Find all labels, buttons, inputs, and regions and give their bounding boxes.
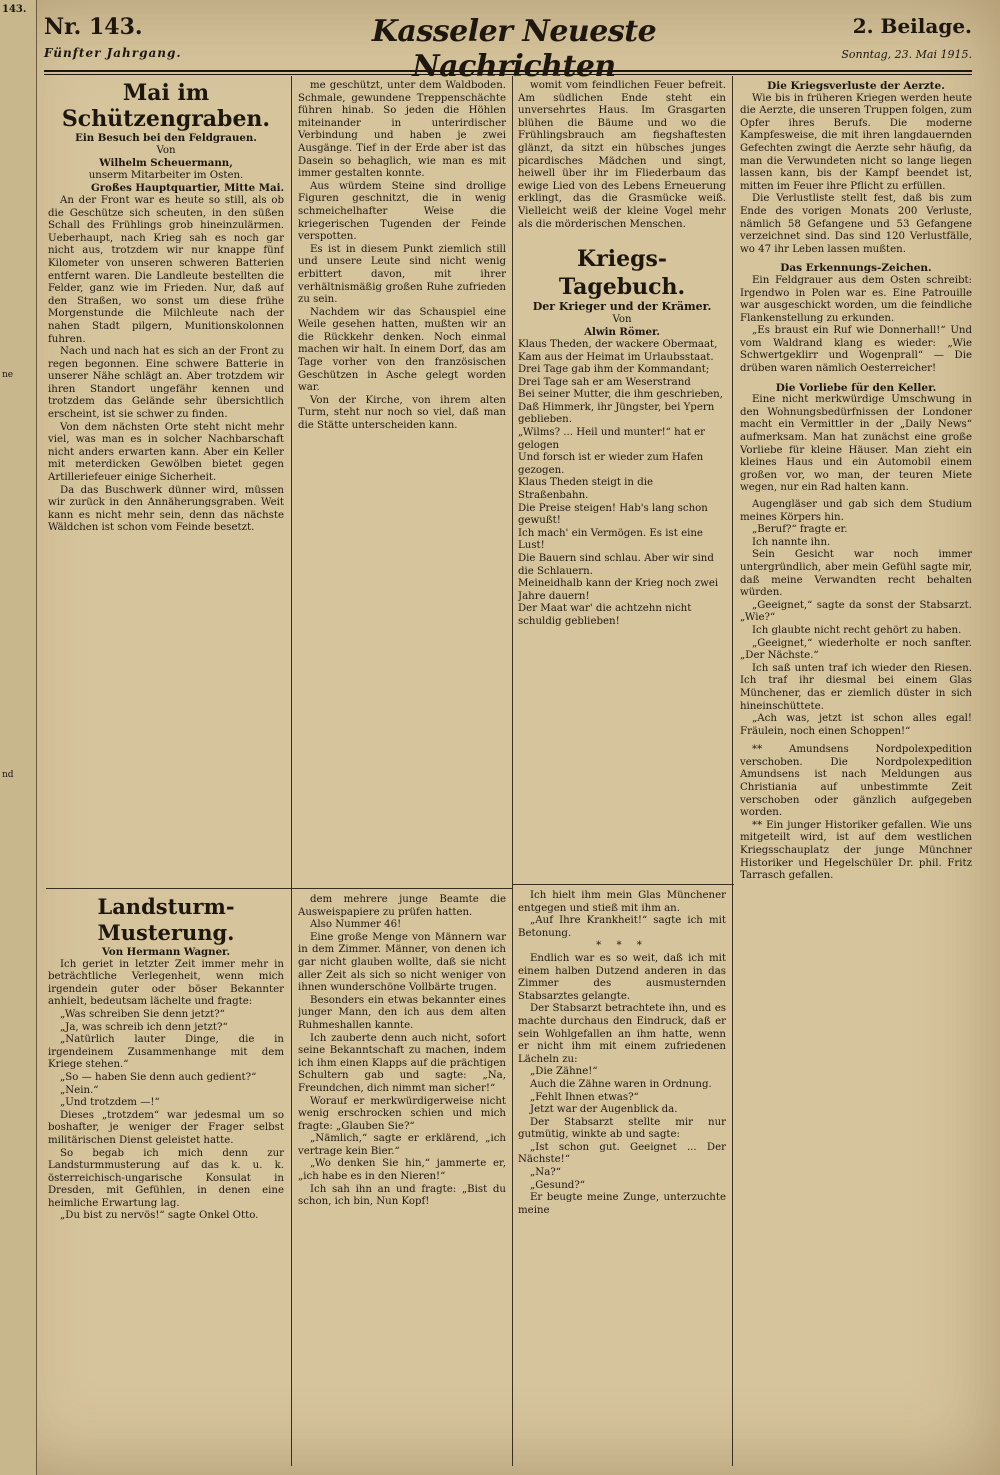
paragraph: Aus würdem Steine sind drollige Figuren geschnitzt, die in wenig schmeichelhafter Weise die kriegerischen Tugenden der Feinde verspotten. <box>298 180 506 243</box>
section-rule <box>512 884 734 885</box>
article-landsturm <box>48 894 284 1466</box>
newspaper-title: Kasseler Neueste Nachrichten <box>371 14 657 84</box>
paragraph: Eine nicht merkwürdige Umschwung in den Wohnungsbedürfnissen der Londoner macht ein Vermittler in der „Daily News“ aufmerksam. Man hat zunächst eine große Vorliebe für kleine Häuser. Man zieht ein kleines Haus und ein Automobil einem großen vor, wo man, der teuren Miete wegen, nur ein Rad halten kann. <box>740 394 972 494</box>
article-schuetzengraben <box>48 80 284 884</box>
article-kriegstagebuch <box>518 80 726 880</box>
column-rule <box>291 76 292 1466</box>
edge-text-fragment: nd <box>2 770 14 780</box>
paragraph: Besonders ein etwas bekannter eines junger Mann, den ich aus dem alten Ruhmeshallen kannte. <box>298 994 506 1031</box>
paragraph: „Ach was, jetzt ist schon alles egal! Fräulein, noch einen Schoppen!“ <box>740 713 972 737</box>
paragraph: „Nein.“ <box>60 1084 99 1096</box>
paragraph: Ich glaubte nicht recht gehört zu haben. <box>752 624 962 636</box>
paragraph: „Und trotzdem —!“ <box>60 1097 160 1109</box>
paragraph: „Was schreiben Sie denn jetzt?“ <box>60 1008 225 1020</box>
supplement-label: 2. Beilage. <box>852 14 972 38</box>
paragraph: Augengläser und gab sich dem Studium meines Körpers hin. <box>740 499 972 523</box>
paragraph: Dieses „trotzdem“ war jedesmal um so boshafter, je weniger der Frager selbst militärischen Dienst geleistet hatte. <box>48 1109 284 1146</box>
poem-line: Kam aus der Heimat im Urlaubsstaat. <box>518 351 714 363</box>
section-rule <box>46 888 512 889</box>
paragraph: „Gesund?“ <box>530 1179 585 1191</box>
author-name: Von Hermann Wagner. <box>101 946 231 958</box>
paragraph: Er beugte meine Zunge, unterzuchte meine <box>518 1192 726 1216</box>
issue-number: Nr. 143. <box>44 14 143 40</box>
paragraph: Der Stabsarzt betrachtete ihn, und es machte durchaus den Eindruck, daß er sein Wohlgefallen an ihm hatte, wenn er nicht ihm mit einem zufriedenen Lächeln zu: <box>518 1003 726 1065</box>
paragraph: Ich sah ihn an und fragte: „Bist du schon, ich bin, Nun Kopf! <box>298 1183 506 1208</box>
author-note: unserm Mitarbeiter im Osten. <box>88 169 244 181</box>
paragraph: Wie bis in früheren Kriegen werden heute die Aerzte, die unseren Truppen folgen, zum Opfer ihres Berufs. Die moderne Kampfesweise, die mit ihren langdauernden Gefechten zwingt die Aerzte sehr häufig, da man die Verwundeten nicht so lange liegen lassen kann, bis der Kampf beendet ist, mitten im Feuer ihre Pflicht zu erfüllen. <box>740 92 972 192</box>
section-title: Das Erkennungs-Zeichen. <box>780 262 932 275</box>
poem-line: Drei Tage gab ihm der Kommandant; <box>518 364 710 376</box>
paragraph: Ein Feldgrauer aus dem Osten schreibt: Irgendwo in Polen war es. Eine Patrouille war ausgeschickt worden, um die feindliche Flankenstellung zu erkunden. <box>740 274 972 324</box>
paragraph: Nach und nach hat es sich an der Front zu regen begonnen. Eine schwere Batterie in unserer Nähe schlägt an. Aber trotzdem wir ihren Standort ungefähr kennen und trotzdem das Gelände sehr übersichtlich erscheint, ist sie schwer zu finden. <box>48 346 284 421</box>
poem-line: Die Preise steigen! Hab's lang schon gewußt! <box>518 502 708 527</box>
poem-line: Klaus Theden steigt in die Straßenbahn. <box>518 477 654 502</box>
separator-dots: * * * <box>596 940 648 952</box>
paragraph: Der Stabsarzt stellte mir nur gutmütig, winkte ab und sagte: <box>518 1116 726 1141</box>
previous-page-edge <box>0 0 37 1475</box>
paragraph: „So — haben Sie denn auch gedient?“ <box>60 1071 257 1083</box>
article-subtitle: Ein Besuch bei den Feldgrauen. <box>75 132 257 144</box>
paragraph: Ich saß unten traf ich wieder den Riesen. Ich traf ihr diesmal bei einem Glas Münchener, das er ziemlich düster in sich hineinschüttete. <box>740 662 972 712</box>
paragraph: Eine große Menge von Männern war in dem Zimmer. Männer, von denen ich gar nicht glauben wollte, daß sie nicht aller Zeit als sich so nicht weniger von ihnen wunderschöne Vollbärte trugen. <box>298 931 506 994</box>
paragraph: Endlich war es so weit, daß ich mit einem halben Dutzend anderen in das Zimmer des ausmusternden Stabsarztes gelangte. <box>518 952 726 1002</box>
author-name: Alwin Römer. <box>584 326 660 339</box>
paragraph: Auch die Zähne waren in Ordnung. <box>530 1078 712 1090</box>
section-title: Die Vorliebe für den Keller. <box>775 381 937 394</box>
paragraph: „Geeignet,“ wiederholte er noch sanfter. „Der Nächste.“ <box>740 637 972 662</box>
paragraph: „Fehlt Ihnen etwas?“ <box>530 1091 639 1103</box>
edge-text-fragment: ne <box>2 370 14 380</box>
masthead-rule <box>44 70 972 75</box>
news-notice: ** Amundsens Nordpolexpedition verschoben. Die Nordpolexpedition Amundsens ist nach Meldungen aus Christiania auf unbestimmte Zeit verschoben oder gänzlich aufgegeben worden. <box>740 744 972 819</box>
article-schuetzengraben-continued <box>298 80 506 884</box>
poem-line: „Wilms? ... Heil und munter!“ hat er gelogen <box>518 427 705 451</box>
paragraph: „Geeignet,“ sagte da sonst der Stabsarzt. „Wie?“ <box>740 599 972 624</box>
article-title: Landsturm-Musterung. <box>97 894 235 945</box>
article-title: Kriegs-Tagebuch. <box>558 246 686 301</box>
paragraph: Ich nannte ihn. <box>752 536 831 548</box>
paragraph: „Nämlich,“ sagte er erklärend, „ich vertrage kein Bier.“ <box>298 1133 506 1157</box>
poem-line: Die Bauern sind schlau. Aber wir sind die Schlauern. <box>518 553 714 577</box>
publication-date: Sonntag, 23. Mai 1915. <box>841 48 972 61</box>
paragraph: „Natürlich lauter Dinge, die in irgendeinem Zusammenhange mit dem Kriege stehen.“ <box>48 1034 284 1071</box>
poem-line: Und forsch ist er wieder zum Hafen gezogen. <box>518 452 704 476</box>
paragraph: Also Nummer 46! <box>310 919 402 931</box>
poem-line: Meineidhalb kann der Krieg noch zwei Jahre dauern! <box>518 578 719 602</box>
paragraph: „Es braust ein Ruf wie Donnerhall!“ Und vom Waldrand klang es wieder: „Wie Schwertgeklirr und Wogenprall“ — Die drüben waren nämlich Oesterreicher! <box>740 325 972 375</box>
paragraph: Ich hielt ihm mein Glas Münchener entgegen und stieß mit ihm an. <box>518 890 726 914</box>
paragraph: „Ist schon gut. Geeignet ... Der Nächste!“ <box>518 1141 726 1166</box>
poem-line: Bei seiner Mutter, die ihm geschrieben, <box>518 389 723 401</box>
paragraph: Von der Kirche, von ihrem alten Turm, steht nur noch so viel, daß man die Stätte unterscheiden kann. <box>298 394 506 432</box>
poem-line: Daß Himmerk, ihr Jüngster, bei Ypern geblieben. <box>518 401 715 426</box>
byline-prefix: Von <box>156 144 176 156</box>
paragraph: „Ja, was schreib ich denn jetzt?“ <box>60 1021 228 1033</box>
paragraph: „Na?“ <box>530 1167 561 1179</box>
paragraph: Die Verlustliste stellt fest, daß bis zum Ende des vorigen Monats 200 Verluste, nämlich 58 Gefangene und 53 Gefangene verzeichnet sind. Das sind 120 Verlustfälle, wo 47 ihr Leben lassen mußten. <box>740 193 972 255</box>
paragraph: Ich geriet in letzter Zeit immer mehr in beträchtliche Verlegenheit, wenn mich irgendein guter oder böser Bekannter anhielt, bedeutsam lächelte und fragte: <box>48 958 284 1008</box>
paragraph: Jetzt war der Augenblick da. <box>530 1104 678 1116</box>
byline-prefix: Von <box>612 313 632 325</box>
poem-line: Klaus Theden, der wackere Obermaat, <box>518 338 718 350</box>
paragraph: Da das Buschwerk dünner wird, müssen wir zurück in den Annäherungsgraben. Weit kann es nicht mehr sein, denn das nächste Wäldchen ist schon vom Feinde besetzt. <box>48 484 284 534</box>
news-notice: ** Ein junger Historiker gefallen. Wie uns mitgeteilt wird, ist auf dem westlichen Kriegsschauplatz der junge Münchner Historiker und Hegelschüler Dr. phil. Fritz Tarrasch gefallen. <box>740 819 972 882</box>
poem <box>518 339 726 629</box>
paragraph: me geschützt, unter dem Waldboden. Schmale, gewundene Treppenschächte führen hinab. So jeden die Höhlen miteinander in unterirdischer Verbindung und haben je zwei Ausgänge. Tief in der Erde aber ist das Dasein so behaglich, wie man es mit immer gestalten konnte. <box>298 80 506 180</box>
author-name: Wilhelm Scheuermann, <box>99 157 233 170</box>
paragraph: So begab ich mich denn zur Landsturmmusterung auf das k. u. k. österreichisch-ungarische Konsulat in Dresden, mit Gefühlen, in denen eine heimliche Erwartung lag. <box>48 1147 284 1209</box>
poem-line: Ich mach' ein Vermögen. Es ist eine Lust! <box>518 527 703 552</box>
poem-line: Drei Tage sah er am Weserstrand <box>518 376 691 388</box>
article-subtitle: Der Krieger und der Krämer. <box>532 300 712 314</box>
paragraph: An der Front war es heute so still, als ob die Geschütze sich scheuten, in den süßen Schall des Frühlings grob hineinzulärmen. Ueberhaupt, nach Krieg sah es noch gar nicht aus, trotzdem wir nur knappe fünf Kilometer von unseren schweren Batterien entfernt waren. Die Landleute bestellten die Felder, ganz wie im Frieden. Nur, daß auf den Straßen, wo sonst um diese frühe Morgenstunde die Milchleute nach der nahen Stadt pilgern, Munitionskolonnen fuhren. <box>48 194 284 345</box>
paragraph: Es ist in diesem Punkt ziemlich still und unsere Leute sind nicht wenig erbittert davon, mit ihrer verhältnismäßig großen Ruhe zufrieden zu sein. <box>298 243 506 306</box>
article-stabsarzt <box>518 890 726 1466</box>
article-title: Mai im Schützengraben. <box>61 80 271 132</box>
column-rule <box>512 76 513 1466</box>
paragraph: „Auf Ihre Krankheit!“ sagte ich mit Betonung. <box>518 915 726 939</box>
paragraph: Sein Gesicht war noch immer untergründlich, aber mein Gefühl sagte mir, daß meine Verwandten recht behalten würden. <box>740 549 972 599</box>
paragraph: Ich zauberte denn auch nicht, sofort seine Bekanntschaft zu machen, indem ich ihm einen Klapps auf die prächtigen Schultern gab und sagte: „Na, Freundchen, dich nimmt man sicher!“ <box>298 1032 506 1094</box>
paragraph: „Wo denken Sie hin,“ jammerte er, „ich habe es in den Nieren!“ <box>298 1158 506 1183</box>
article-landsturm-continued <box>298 894 506 1466</box>
paragraph: „Die Zähne!“ <box>530 1066 598 1078</box>
dateline: Großes Hauptquartier, Mitte Mai. <box>91 182 284 195</box>
right-column <box>740 80 972 1465</box>
paragraph: womit vom feindlichen Feuer befreit. Am südlichen Ende steht ein unversehrtes Haus. Im Grasgarten blühen die Bäume und wo die Frühlingsbrauch am fiegshaftesten glänzt, da sitzt ein hübsches junges picardisches Mädchen und singt, heiwell über ihr im Fliederbaum das ewige Lied von des Lebens Erneuerung erklingt, das die Grasmücke weiß. Vielleicht weiß der kleine Vogel mehr als die mörderischen Menschen. <box>518 80 726 230</box>
volume-year: Fünfter Jahrgang. <box>44 46 182 60</box>
edge-page-number: 143. <box>2 4 27 15</box>
masthead <box>44 14 972 84</box>
section-title: Die Kriegsverluste der Aerzte. <box>767 80 945 92</box>
paragraph: „Beruf?“ fragte er. <box>752 524 848 536</box>
paragraph: „Du bist zu nervös!“ sagte Onkel Otto. <box>60 1210 259 1222</box>
paragraph: Von dem nächsten Orte steht nicht mehr viel, was man es in solcher Nachbarschaft nicht anders erwarten kann. Aber ein Keller mit meterdicken Gewölben bietet gegen Artilleriefeuer einige Sicherheit. <box>48 421 284 484</box>
column-rule <box>732 76 733 1466</box>
paragraph: Worauf er merkwürdigerweise nicht wenig erschrocken schien und mich fragte: „Glauben Sie?“ <box>298 1095 506 1132</box>
paragraph: dem mehrere junge Beamte die Ausweispapiere zu prüfen hatten. <box>298 894 506 918</box>
poem-line: Der Maat war' die achtzehn nicht schuldig geblieben! <box>518 603 692 627</box>
paragraph: Nachdem wir das Schauspiel eine Weile gesehen hatten, mußten wir an die Rückkehr denken. Noch einmal machen wir halt. In einem Dorf, das am Tage vorher von den französischen Geschützen in Asche gelegt worden war. <box>298 306 506 394</box>
